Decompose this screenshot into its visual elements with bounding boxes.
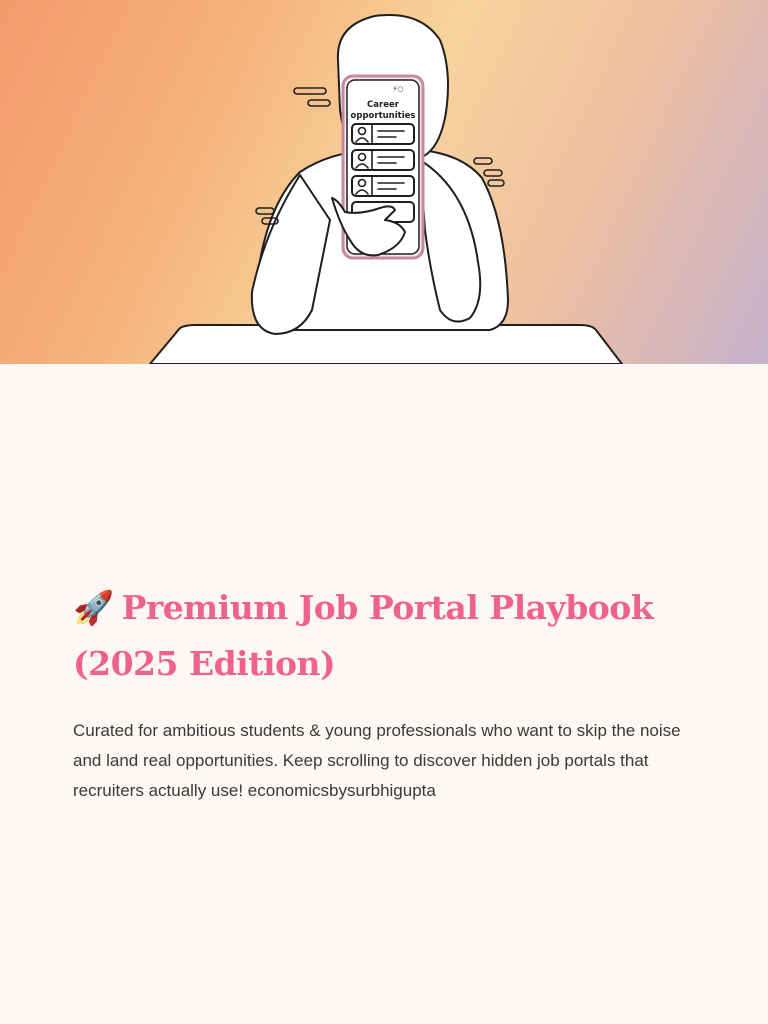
description-text: Curated for ambitious students & young professionals who want to skip the noise and land real opportunities. Keep scrolling to discover hidden job portals that recruiters actually use! economicsbysurbhigupta	[73, 721, 681, 800]
person-holding-phone-illustration	[0, 0, 768, 364]
content-section	[73, 580, 703, 806]
motion-dash	[294, 88, 326, 94]
motion-dash	[484, 170, 502, 176]
title-line1: Premium Job Portal Playbook	[121, 588, 654, 627]
motion-dash	[308, 100, 330, 106]
page-title	[73, 580, 703, 692]
rocket-icon: 🚀	[73, 588, 114, 627]
phone-status-icons: ⚡○	[392, 85, 404, 93]
motion-dash	[474, 158, 492, 164]
hero-illustration	[0, 0, 768, 364]
motion-dash	[256, 208, 274, 214]
phone-title-line1: Career	[367, 100, 399, 110]
motion-dash	[488, 180, 504, 186]
title-line2: (2025 Edition)	[73, 644, 336, 683]
phone-title-line2: opportunities	[350, 111, 416, 121]
